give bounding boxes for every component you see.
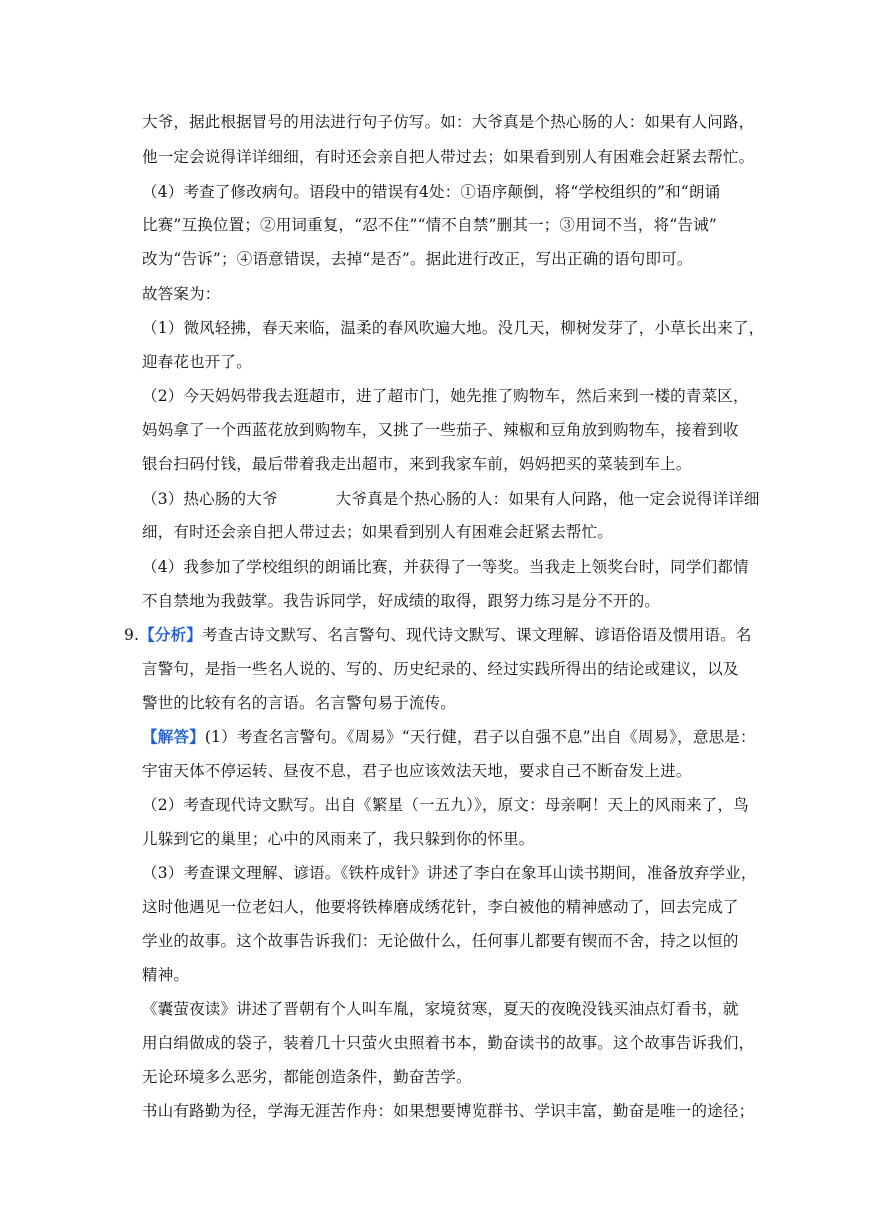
text-line: 比赛”互换位置；②用词重复，“忍不住”“情不自禁”删其一；③用词不当，将“告诫”: [142, 216, 717, 234]
analysis-tag: 【分析】: [139, 625, 203, 644]
text-line: 这时他遇见一位老妇人，他要将铁棒磨成绣花针，李白被他的精神感动了，回去完成了: [142, 898, 739, 916]
text-line: （4）考查了修改病句。语段中的错误有4处：①语序颠倒，将“学校组织的”和“朗诵: [142, 183, 721, 201]
question-number: 9.: [124, 626, 140, 644]
text-line: （2）今天妈妈带我去逛超市，进了超市门，她先推了购物车，然后来到一楼的青菜区，: [142, 387, 749, 405]
text-line: （4）我参加了学校组织的朗诵比赛，并获得了一等奖。当我走上领奖台时，同学们都情: [142, 558, 749, 576]
text-line: （2）考查现代诗文默写。出自《繁星（一五九）》，原文：母亲啊！天上的风雨来了，鸟: [142, 796, 749, 814]
text-line: 学业的故事。这个故事告诉我们：无论做什么，任何事儿都要有锲而不舍，持之以恒的: [142, 932, 739, 950]
text-line: （3）考查课文理解、谚语。《铁杵成针》讲述了李白在象耳山读书期间，准备放弃学业，: [142, 864, 757, 882]
answer-text: (1）考查名言警句。《周易》“天行健，君子以自强不息”出自《周易》，意思是：: [204, 728, 756, 746]
text-line: （1）微风轻拂，春天来临，温柔的春风吹遍大地。没几天，柳树发芽了，小草长出来了，: [142, 319, 765, 337]
text-line: 改为“告诉”；④语意错误，去掉“是否”。据此进行改正，写出正确的语句即可。: [142, 250, 693, 268]
text-line: 大爷，据此根据冒号的用法进行句子仿写。如：大爷真是个热心肠的人：如果有人问路，: [142, 113, 755, 131]
text-line: 不自禁地为我鼓掌。我告诉同学，好成绩的取得，跟努力练习是分不开的。: [142, 592, 661, 610]
text-line: 宇宙天体不停运转、昼夜不息，君子也应该效法天地，要求自己不断奋发上进。: [142, 762, 692, 780]
text-line: 警世的比较有名的言语。名言警句易于流传。: [142, 694, 457, 712]
text-line: 妈妈拿了一个西蓝花放到购物车，又挑了一些茄子、辣椒和豆角放到购物车，接着到收: [142, 421, 739, 439]
text-line: 迎春花也开了。: [142, 353, 252, 371]
text-line: 用白绢做成的袋子，装着几十只萤火虫照着书本，勤奋读书的故事。这个故事告诉我们，: [142, 1034, 755, 1052]
answer-part-a: （3）热心肠的大爷: [142, 490, 278, 508]
answer-tag: 【解答】: [142, 727, 205, 746]
text-line: 无论环境多么恶劣，都能创造条件，勤奋苦学。: [142, 1068, 472, 1086]
text-line: 精神。: [142, 966, 190, 984]
answer-part-b: 大爷真是个热心肠的人：如果有人问路，他一定会说得详详细: [335, 490, 760, 508]
analysis-text: 考查古诗文默写、名言警句、现代诗文默写、课文理解、谚语俗语及惯用语。名: [202, 626, 752, 644]
text-line: 言警句，是指一些名人说的、写的、历史纪录的、经过实践所得出的结论或建议，以及: [142, 660, 739, 678]
text-line: 书山有路勤为径，学海无涯苦作舟：如果想要博览群书、学识丰富，勤奋是唯一的途径；: [142, 1102, 755, 1120]
text-line: 银台扫码付钱，最后带着我走出超市，来到我家车前，妈妈把买的菜装到车上。: [142, 455, 692, 473]
answer-line: [142, 727, 756, 747]
text-line: 儿躲到它的巢里；心中的风雨来了，我只躲到你的怀里。: [142, 830, 535, 848]
text-line: [142, 489, 760, 509]
text-line: 他一定会说得详详细细，有时还会亲自把人带过去；如果看到别人有困难会赶紧去帮忙。: [142, 148, 755, 166]
text-line: 细，有时还会亲自把人带过去；如果看到别人有困难会赶紧去帮忙。: [142, 523, 614, 541]
question-9-analysis: [124, 625, 752, 645]
text-line: 故答案为：: [142, 285, 221, 303]
text-line: 《囊萤夜读》讲述了晋朝有个人叫车胤，家境贫寒，夏天的夜晚没钱买油点灯看书，就: [142, 1000, 739, 1018]
